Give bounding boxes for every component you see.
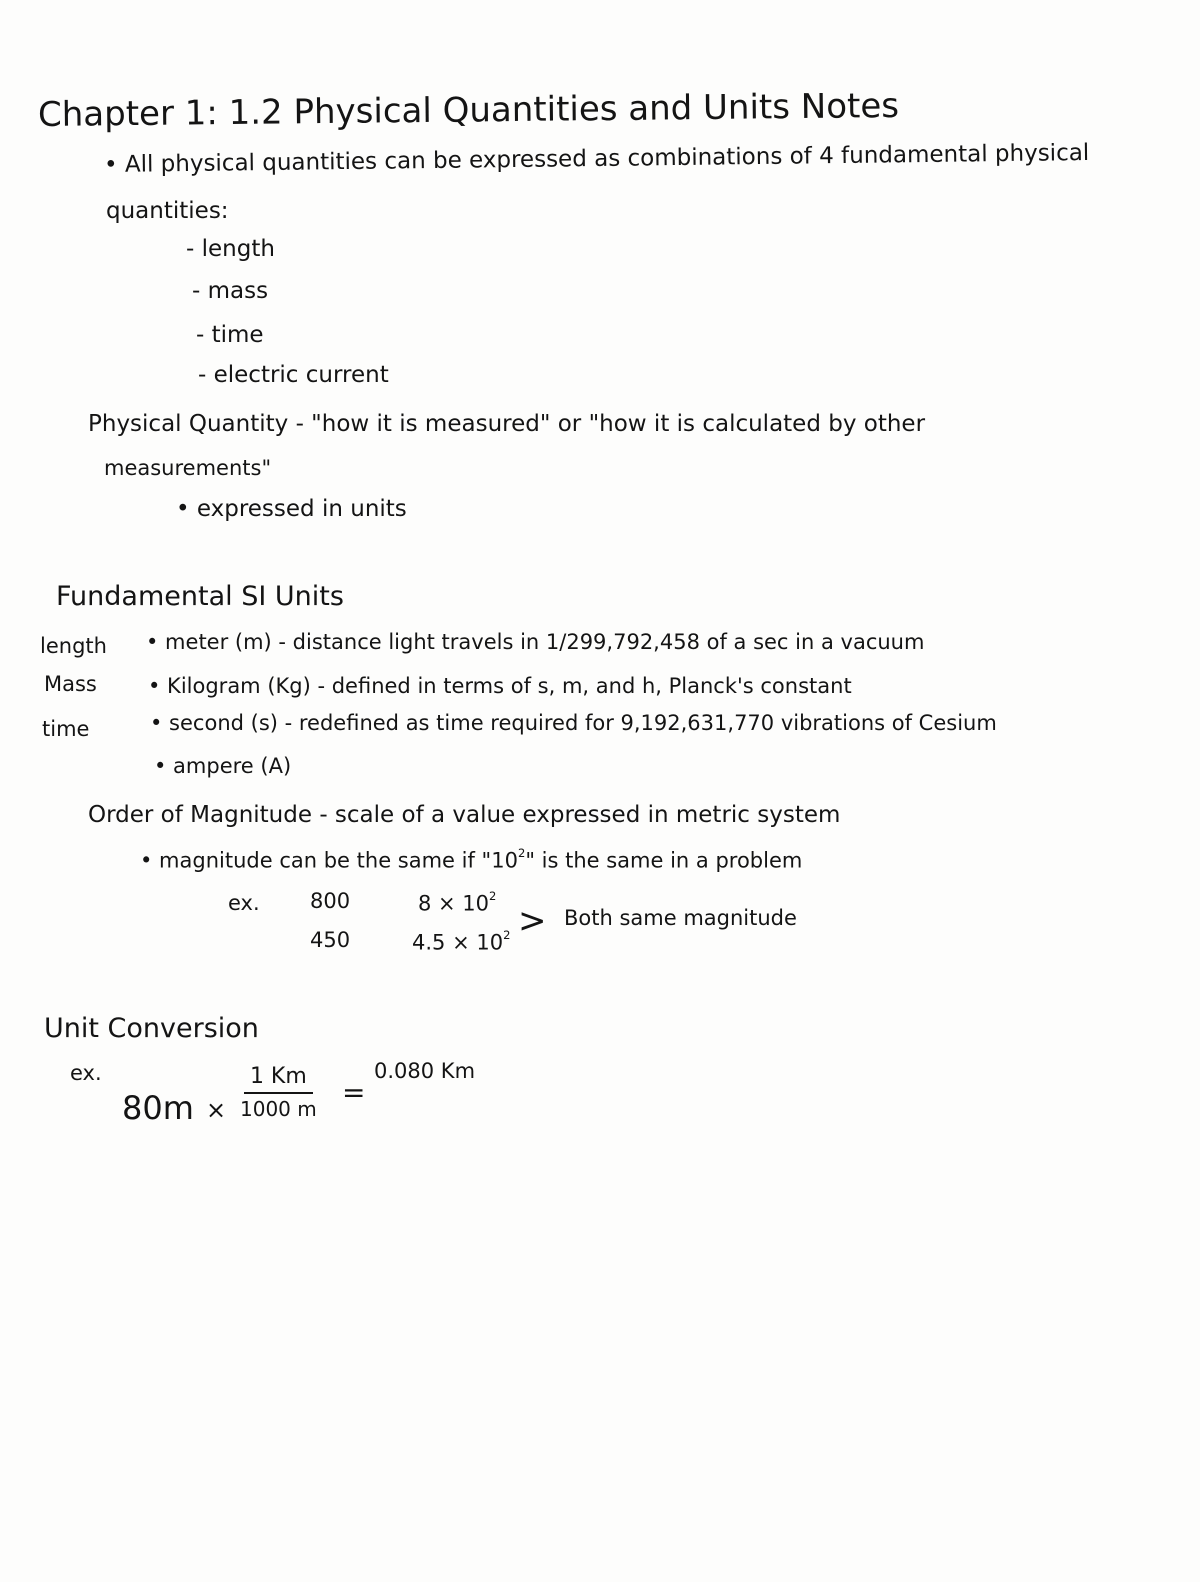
intro-bullet: • All physical quantities can be expressed as combinations of 4 fundamental physical <box>103 139 1090 178</box>
physical-quantity-definition-cont: measurements" <box>104 456 272 480</box>
unit-conversion-value: 80m <box>122 1089 194 1127</box>
page-title: Chapter 1: 1.2 Physical Quantities and Units Notes <box>37 85 900 135</box>
si-label-length: length <box>40 634 107 658</box>
magnitude-example-value-1: 800 <box>310 889 351 913</box>
magnitude-bullet: • magnitude can be the same if "$10^2$" is the same in a problem <box>140 846 803 873</box>
magnitude-example-sci-2: $4.5 \times 10^2$ <box>412 928 511 955</box>
magnitude-example-note: Both same magnitude <box>564 906 797 930</box>
quantity-mass: - mass <box>192 278 269 304</box>
quantity-time: - time <box>196 322 264 348</box>
fraction-numerator: 1 Km <box>244 1064 313 1094</box>
magnitude-brace: > <box>518 901 547 941</box>
multiply-sign: × <box>206 1096 227 1124</box>
si-unit-second: • second (s) - redefined as time required for 9,192,631,770 vibrations of Cesium <box>150 711 997 735</box>
fraction-denominator: 1000 m <box>240 1097 317 1121</box>
quantity-length: - length <box>186 236 275 262</box>
magnitude-example-label: ex. <box>228 891 260 915</box>
si-unit-meter: • meter (m) - distance light travels in 1/299,792,458 of a sec in a vacuum <box>146 630 925 654</box>
equals-sign: = <box>342 1076 366 1109</box>
unit-conversion-example-label: ex. <box>70 1061 102 1085</box>
magnitude-example-sci-1: $8 \times 10^2$ <box>418 889 497 916</box>
conversion-result: 0.080 Km <box>374 1059 476 1083</box>
expressed-in-units: • expressed in units <box>176 496 407 522</box>
unit-conversion-heading: Unit Conversion <box>44 1013 259 1044</box>
si-label-mass: Mass <box>44 672 97 696</box>
magnitude-example-value-2: 450 <box>310 928 351 952</box>
order-of-magnitude-definition: Order of Magnitude - scale of a value expressed in metric system <box>88 802 841 828</box>
quantity-electric-current: - electric current <box>198 362 389 388</box>
intro-bullet-cont: quantities: <box>106 198 229 224</box>
physical-quantity-definition: Physical Quantity - "how it is measured" or "how it is calculated by other <box>88 411 926 437</box>
si-units-heading: Fundamental SI Units <box>56 581 344 612</box>
si-unit-kilogram: • Kilogram (Kg) - defined in terms of s, m, and h, Planck's constant <box>148 674 852 698</box>
si-label-time: time <box>42 717 90 741</box>
conversion-fraction <box>240 1064 317 1121</box>
si-unit-ampere: • ampere (A) <box>154 754 292 778</box>
